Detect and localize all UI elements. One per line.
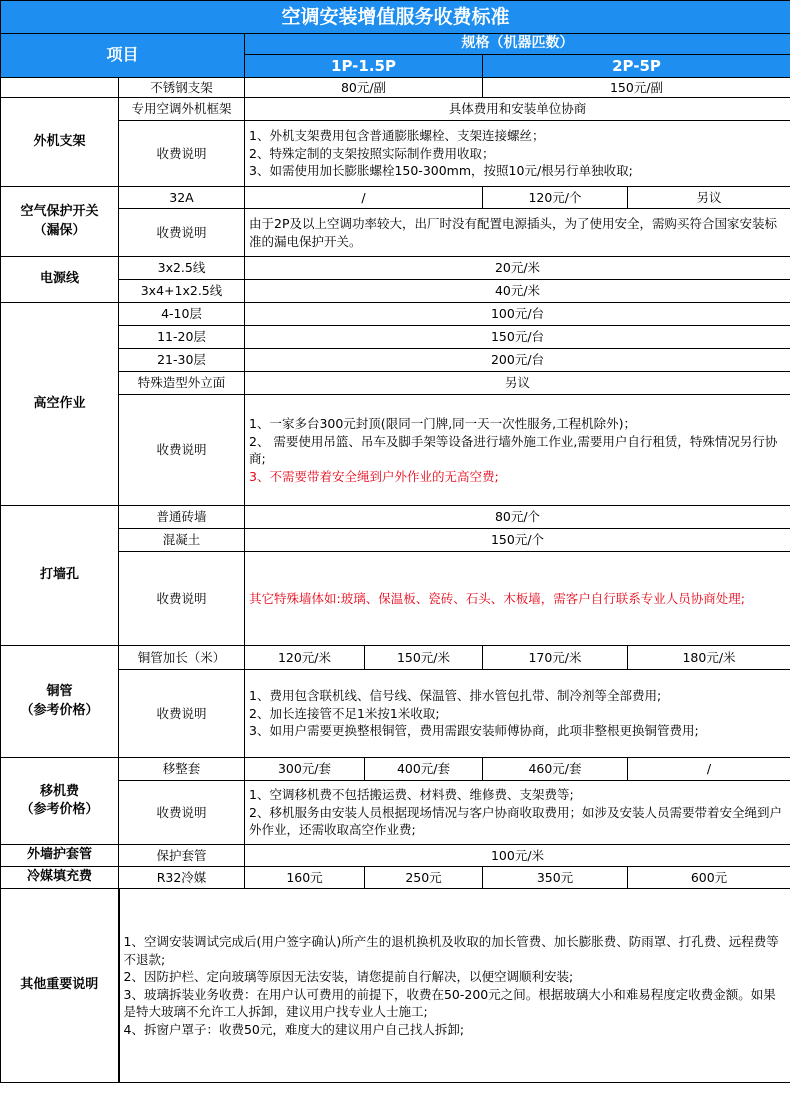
copper-value: 180元/米	[628, 646, 790, 670]
altitude-label: 21-30层	[119, 349, 245, 372]
category-relocation	[1, 758, 119, 845]
refrigerant-label: R32冷媒	[119, 867, 245, 889]
category-other: 其他重要说明	[1, 889, 119, 1083]
frame-value: 具体费用和安装单位协商	[245, 98, 790, 121]
category-outdoor-bracket: 外机支架	[1, 98, 119, 187]
copper-notes-row	[1, 670, 790, 758]
cable-value: 20元/米	[245, 257, 790, 280]
header-item: 项目	[1, 34, 245, 78]
copper-value: 170元/米	[483, 646, 628, 670]
notes-label: 收费说明	[119, 781, 245, 845]
breaker-value-1: /	[245, 187, 483, 209]
copper-label: 铜管加长（米）	[119, 646, 245, 670]
notes-label: 收费说明	[119, 552, 245, 646]
breaker-note: 由于2P及以上空调功率较大，出厂时没有配置电源插头，为了使用安全，需购买符合国家安装标准的漏电保护开关。	[245, 209, 790, 257]
refrigerant-value: 160元	[245, 867, 365, 889]
breaker-notes-row	[1, 209, 790, 257]
altitude-label: 4-10层	[119, 303, 245, 326]
note-line: 1、一家多台300元封顶(限同一门牌,同一天一次性服务,工程机除外)；	[249, 416, 637, 431]
note-line: 3、玻璃拆装业务收费：在用户认可费用的前提下，收费在50-200元之间。根据玻璃大小和难易程度定收费金额。如果是特大玻璃不允许工人拆卸，建议用户找专业人士施工;	[123, 986, 776, 1019]
hole-value: 150元/个	[245, 529, 790, 552]
bracket-notes-row	[1, 121, 790, 187]
other-notes-row	[1, 889, 790, 1083]
header-size-b: 2P-5P	[483, 55, 790, 78]
hole-row	[1, 506, 790, 529]
hole-value: 80元/个	[245, 506, 790, 529]
note-line: 1、外机支架费用包含普通膨胀螺栓、支架连接螺丝；	[249, 128, 545, 144]
altitude-value: 100元/台	[245, 303, 790, 326]
sleeve-value: 100元/米	[245, 845, 790, 867]
altitude-value: 150元/台	[245, 326, 790, 349]
cable-row	[1, 280, 790, 303]
notes-label: 收费说明	[119, 121, 245, 187]
note-line-red: 3、不需要带着安全绳到户外作业的无高空费;	[249, 468, 499, 484]
altitude-notes	[245, 395, 790, 506]
frame-label: 专用空调外机框架	[119, 98, 245, 121]
note-line: 2、移机服务由安装人员根据现场情况与客户协商收取费用；如涉及安装人员需要带着安全绳到户外作业，还需收取高空作业费;	[249, 804, 782, 838]
copper-value: 120元/米	[245, 646, 365, 670]
header-size-a: 1P-1.5P	[245, 55, 483, 78]
note-line: 3、如需使用加长膨胀螺栓150-300mm，按照10元/根另行单独收取;	[249, 163, 633, 179]
altitude-value: 200元/台	[245, 349, 790, 372]
note-line: 2、 需要使用吊篮、吊车及脚手架等设备进行墙外施工作业,需要用户自行租赁，特殊情况另行协商;	[249, 433, 778, 466]
category-line: （参考价格）	[20, 802, 99, 817]
category-wall-sleeve: 外墙护套管	[1, 845, 119, 867]
category-line: 空气保护开关	[20, 204, 99, 220]
breaker-spec: 32A	[119, 187, 245, 209]
hole-notes-row	[1, 552, 790, 646]
refrigerant-value: 600元	[628, 867, 790, 889]
breaker-row	[1, 187, 790, 209]
category-line: 铜管	[46, 684, 73, 700]
altitude-row	[1, 372, 790, 395]
category-breaker	[1, 187, 119, 257]
relocation-value: 300元/套	[245, 758, 365, 781]
title-row	[1, 1, 790, 34]
note-line: 1、空调安装调试完成后(用户签字确认)所产生的退机换机及收取的加长管费、加长膨胀费、防雨罩、打孔费、远程费等不退款;	[123, 934, 779, 967]
notes-label: 收费说明	[119, 395, 245, 506]
header-spec: 规格（机器匹数）	[245, 34, 790, 55]
other-notes	[119, 889, 790, 1083]
header-row	[1, 34, 790, 55]
copper-value: 150元/米	[365, 646, 483, 670]
notes-label: 收费说明	[119, 670, 245, 758]
hole-note-red: 其它特殊墙体如:玻璃、保温板、瓷砖、石头、木板墙，需客户自行联系专业人员协商处理;	[245, 552, 790, 646]
refrigerant-value: 350元	[483, 867, 628, 889]
cable-label: 3x2.5线	[119, 257, 245, 280]
relocation-notes-row	[1, 781, 790, 845]
cable-value: 40元/米	[245, 280, 790, 303]
refrigerant-row	[1, 867, 790, 889]
hole-label: 混凝土	[119, 529, 245, 552]
category-wall-hole: 打墙孔	[1, 506, 119, 646]
breaker-value-3: 另议	[628, 187, 790, 209]
note-line: 4、拆窗户罩子：收费50元，难度大的建议用户自己找人拆卸;	[123, 1021, 465, 1037]
relocation-value: /	[628, 758, 790, 781]
category-line: （参考价格）	[20, 702, 99, 718]
altitude-value: 另议	[245, 372, 790, 395]
category-line: （漏保）	[33, 222, 86, 238]
altitude-row	[1, 303, 790, 326]
category-refrigerant: 冷媒填充费	[1, 867, 119, 889]
altitude-notes-row	[1, 395, 790, 506]
cable-label: 3x4+1x2.5线	[119, 280, 245, 303]
page-title: 空调安装增值服务收费标准	[1, 1, 790, 34]
altitude-row	[1, 349, 790, 372]
stainless-label: 不锈钢支架	[119, 78, 245, 98]
bracket-notes	[245, 121, 790, 187]
relocation-notes	[245, 781, 790, 845]
note-line: 2、加长连接管不足1米按1米收取;	[249, 705, 440, 721]
relocation-row	[1, 758, 790, 781]
breaker-value-2: 120元/个	[483, 187, 628, 209]
note-line: 2、特殊定制的支架按照实际制作费用收取；	[249, 145, 495, 161]
sleeve-row	[1, 845, 790, 867]
note-line: 3、如用户需要更换整根铜管，费用需跟安装师傅协商，此项非整根更换铜管费用;	[249, 723, 699, 739]
category-copper	[1, 646, 119, 758]
empty-cell	[1, 78, 119, 98]
altitude-row	[1, 326, 790, 349]
note-line: 1、费用包含联机线、信号线、保温管、排水管包扎带、制冷剂等全部费用;	[249, 688, 662, 704]
stainless-price-a: 80元/副	[245, 78, 483, 98]
refrigerant-value: 250元	[365, 867, 483, 889]
category-power-cable: 电源线	[1, 257, 119, 303]
copper-row	[1, 646, 790, 670]
hole-row	[1, 529, 790, 552]
relocation-label: 移整套	[119, 758, 245, 781]
sleeve-label: 保护套管	[119, 845, 245, 867]
altitude-label: 特殊造型外立面	[119, 372, 245, 395]
relocation-value: 460元/套	[483, 758, 628, 781]
relocation-value: 400元/套	[365, 758, 483, 781]
stainless-price-b: 150元/副	[483, 78, 790, 98]
cable-row	[1, 257, 790, 280]
altitude-label: 11-20层	[119, 326, 245, 349]
category-high-altitude: 高空作业	[1, 303, 119, 506]
notes-label: 收费说明	[119, 209, 245, 257]
stainless-row	[1, 78, 790, 98]
frame-row	[1, 98, 790, 121]
category-line: 移机费	[39, 783, 79, 799]
note-line: 1、空调移机费不包括搬运费、材料费、维修费、支架费等;	[249, 787, 574, 803]
hole-label: 普通砖墙	[119, 506, 245, 529]
note-line: 2、因防护栏、定向玻璃等原因无法安装，请您提前自行解决，以便空调顺利安装;	[123, 969, 574, 984]
copper-notes	[245, 670, 790, 758]
